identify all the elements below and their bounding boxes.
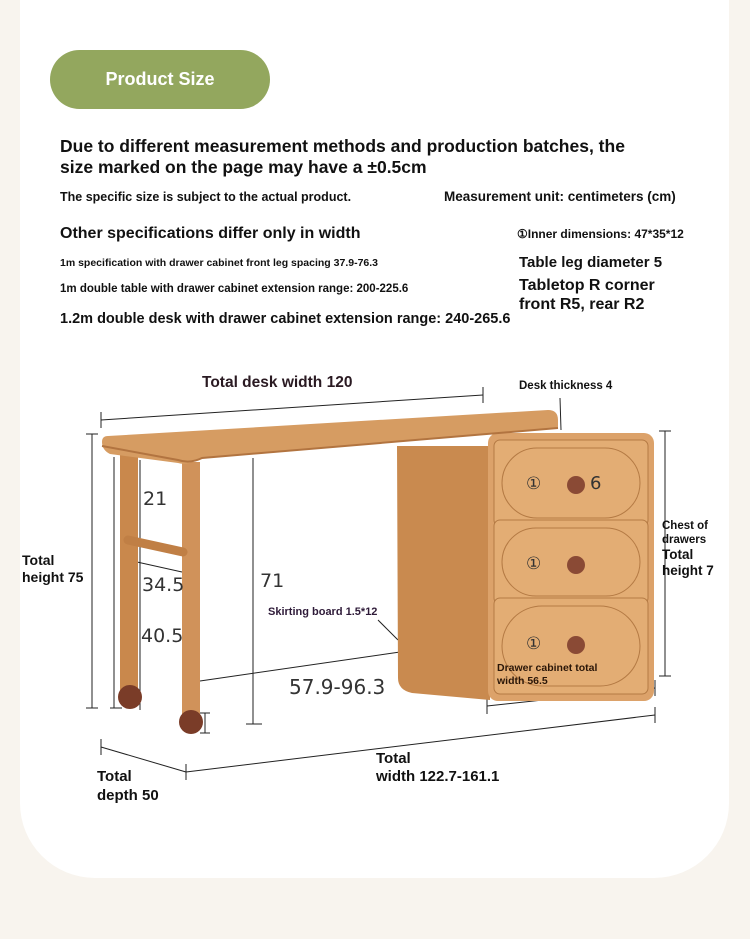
leg-spacing-label: 57.9-96.3 [289, 675, 386, 699]
drawer-marker-1: ① [526, 474, 542, 494]
dim-71: 71 [260, 570, 285, 592]
dim-21: 21 [143, 488, 168, 510]
spec-1m-leg-spacing: 1m specification with drawer cabinet front leg spacing 37.9-76.3 [60, 257, 379, 269]
chest-label-2: drawers [662, 534, 707, 546]
drawer-marker-2: ① [526, 554, 542, 574]
total-width-label-1: Total [376, 750, 411, 767]
drawers [494, 440, 648, 694]
chest-label-3: Total [662, 547, 694, 562]
total-height-label-2: height 75 [22, 569, 84, 585]
total-depth-label-1: Total [97, 768, 132, 785]
width-only-note: Other specifications differ only in width [60, 225, 361, 242]
spec-1m-double: 1m double table with drawer cabinet extension range: 200-225.6 [60, 283, 409, 295]
knob-dim-label: 6 [590, 473, 602, 494]
total-desk-width-label: Total desk width 120 [202, 374, 353, 391]
leg-front [182, 462, 200, 724]
chest-label-4: height 7 [662, 563, 714, 578]
cabinet-side [397, 446, 490, 700]
unit-note: Measurement unit: centimeters (cm) [444, 189, 676, 204]
dim-34-5: 34.5 [142, 574, 185, 596]
skirting-board-label: Skirting board 1.5*12 [268, 606, 378, 618]
tabletop-corner-2: front R5, rear R2 [519, 296, 645, 313]
drawer-marker-3: ① [526, 634, 542, 654]
leg-diameter-note: Table leg diameter 5 [519, 254, 663, 271]
spec-12m-double: 1.2m double desk with drawer cabinet extension range: 240-265.6 [60, 311, 511, 327]
dim-40-5: 40.5 [141, 625, 184, 647]
desk-thickness-label: Desk thickness 4 [519, 380, 613, 392]
leg-rear [120, 455, 138, 695]
total-width-label-2: width 122.7-161.1 [376, 768, 500, 785]
total-height-label-1: Total [22, 552, 55, 568]
cabinet-width-label-2: width 56.5 [497, 675, 548, 687]
actual-product-note: The specific size is subject to the actual product. [60, 190, 352, 204]
total-depth-label-2: depth 50 [97, 787, 159, 804]
badge-label: Product Size [105, 69, 215, 89]
cabinet-width-label-1: Drawer cabinet total [497, 662, 598, 674]
inner-dimensions-note: ①Inner dimensions: 47*35*12 [517, 227, 684, 241]
tabletop-corner-1: Tabletop R corner [519, 277, 655, 294]
chest-label-1: Chest of [662, 520, 708, 532]
tolerance-note-2: size marked on the page may have a ±0.5cm [60, 157, 427, 177]
tolerance-note-1: Due to different measurement methods and production batches, the [60, 136, 625, 156]
